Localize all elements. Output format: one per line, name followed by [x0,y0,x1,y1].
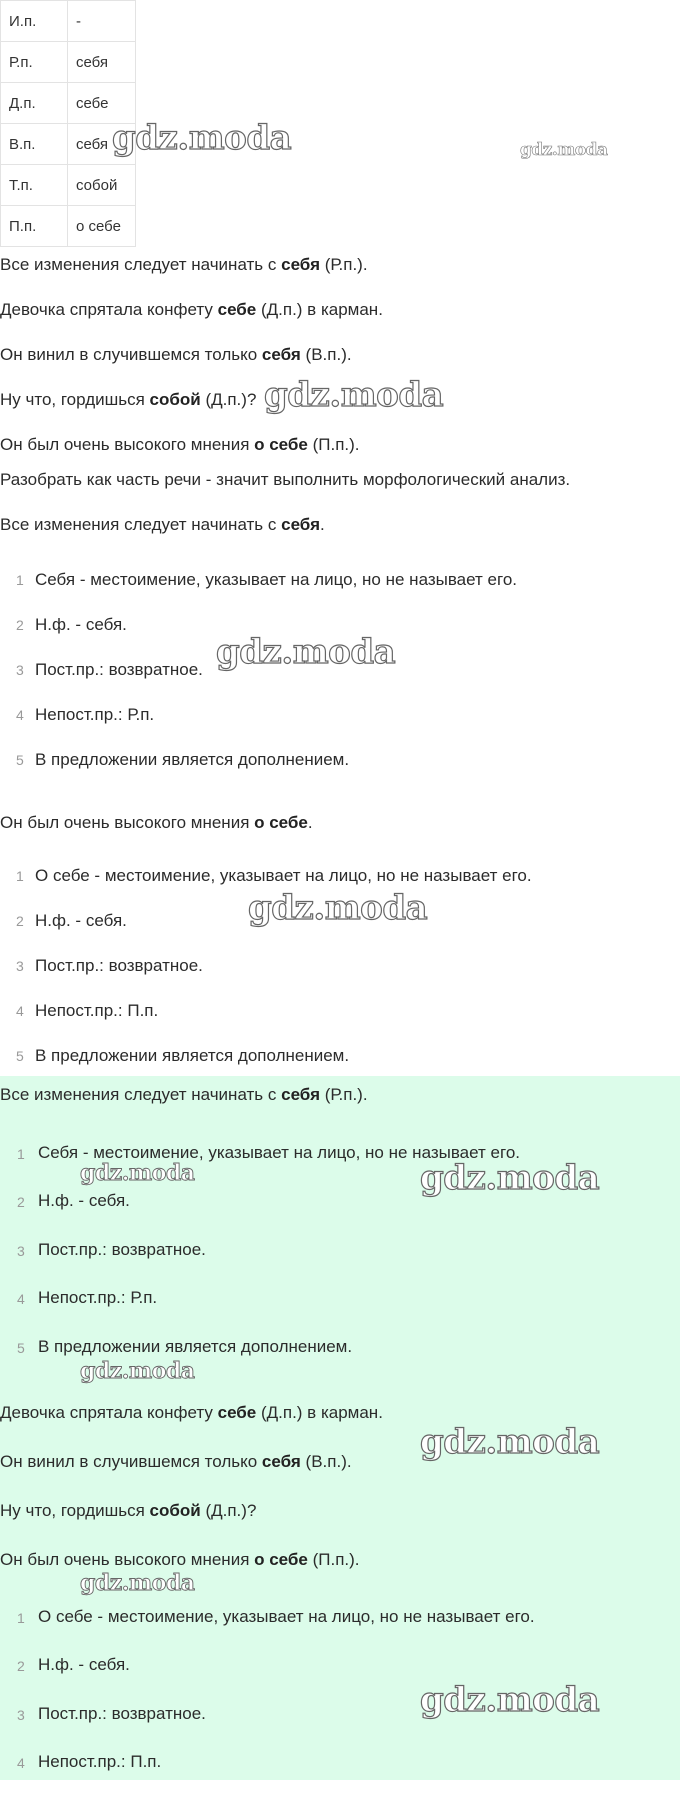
case-table [0,0,136,247]
list-number: 4 [17,1755,25,1771]
form-cell: себя [68,42,136,83]
watermark: gdz.moda [420,1680,600,1720]
case-cell: П.п. [1,206,68,247]
list-item: Пост.пр.: возвратное. [38,1240,206,1259]
example-sentence: Ну что, гордишься собой (Д.п.)? [0,390,257,409]
form-cell: - [68,1,136,42]
form-cell: собой [68,165,136,206]
watermark: gdz.moda [264,375,444,415]
watermark: gdz.moda [216,632,396,672]
example-sentence: Он был очень высокого мнения о себе (П.п.). [0,435,360,454]
list-item: Пост.пр.: возвратное. [35,660,203,679]
form-cell: себе [68,83,136,124]
table-row [1,42,136,83]
case-cell: Р.п. [1,42,68,83]
list-item: Н.ф. - себя. [38,1655,130,1674]
list-item: Непост.пр.: Р.п. [35,705,155,724]
list-item: О себе - местоимение, указывает на лицо, но не называет его. [38,1607,535,1626]
example-sentence: Он был очень высокого мнения о себе (П.п.). [0,1550,360,1569]
list-number: 3 [17,1707,25,1723]
form-cell: о себе [68,206,136,247]
table-row [1,206,136,247]
example-sentence: Он винил в случившемся только себя (В.п.). [0,345,352,364]
table-row [1,83,136,124]
example-sentence: Девочка спрятала конфету себе (Д.п.) в карман. [0,1403,383,1422]
list-item: Непост.пр.: П.п. [35,1001,159,1020]
list-number: 1 [17,1610,25,1626]
example-sentence: Девочка спрятала конфету себе (Д.п.) в карман. [0,300,383,319]
list-item: Себя - местоимение, указывает на лицо, но не называет его. [35,570,517,589]
watermark: gdz.moda [520,140,608,160]
watermark: gdz.moda [420,1422,600,1462]
watermark: gdz.moda [248,888,428,928]
watermark: gdz.moda [112,118,292,158]
list-number: 2 [16,617,24,633]
list-number: 1 [16,572,24,588]
list-item: Пост.пр.: возвратное. [35,956,203,975]
list-number: 4 [16,707,24,723]
list-number: 3 [16,662,24,678]
example-sentence: Все изменения следует начинать с себя (Р.п.). [0,255,368,274]
case-cell: Д.п. [1,83,68,124]
case-cell: И.п. [1,1,68,42]
list-number: 1 [17,1146,25,1162]
list-item: Н.ф. - себя. [35,911,127,930]
case-cell: В.п. [1,124,68,165]
list-item: В предложении является дополнением. [35,750,350,769]
example-sentence: Все изменения следует начинать с себя (Р.п.). [0,1085,368,1104]
list-number: 4 [16,1003,24,1019]
list-item: Непост.пр.: Р.п. [38,1288,158,1307]
list-item: Себя - местоимение, указывает на лицо, но не называет его. [38,1143,520,1162]
list-number: 2 [16,913,24,929]
list-item: Пост.пр.: возвратное. [38,1704,206,1723]
list-number: 3 [16,958,24,974]
example-sentence: Ну что, гордишься собой (Д.п.)? [0,1501,257,1520]
list-item: О себе - местоимение, указывает на лицо, но не называет его. [35,866,532,885]
list-item: В предложении является дополнением. [38,1337,353,1356]
watermark: gdz.moda [80,1358,195,1384]
list-number: 2 [17,1194,25,1210]
list-item: Н.ф. - себя. [35,615,127,634]
list-item: В предложении является дополнением. [35,1046,350,1065]
list-number: 1 [16,868,24,884]
table-row [1,165,136,206]
list-number: 3 [17,1243,25,1259]
list-item: Н.ф. - себя. [38,1191,130,1210]
list-item: Непост.пр.: П.п. [38,1752,162,1771]
example-sentence: Он винил в случившемся только себя (В.п.). [0,1452,352,1471]
case-cell: Т.п. [1,165,68,206]
list-number: 5 [17,1340,25,1356]
analysis-heading: Он был очень высокого мнения о себе. [0,813,313,832]
form-cell: себя [68,124,136,165]
analysis-heading: Все изменения следует начинать с себя. [0,515,325,534]
list-number: 2 [17,1658,25,1674]
watermark: gdz.moda [80,1160,195,1186]
watermark: gdz.moda [80,1570,195,1596]
watermark: gdz.moda [420,1158,600,1198]
table-row [1,124,136,165]
list-number: 5 [16,1048,24,1064]
list-number: 5 [16,752,24,768]
intro-text: Разобрать как часть речи - значит выполнить морфологический анализ. [0,470,571,489]
list-number: 4 [17,1291,25,1307]
table-row [1,1,136,42]
